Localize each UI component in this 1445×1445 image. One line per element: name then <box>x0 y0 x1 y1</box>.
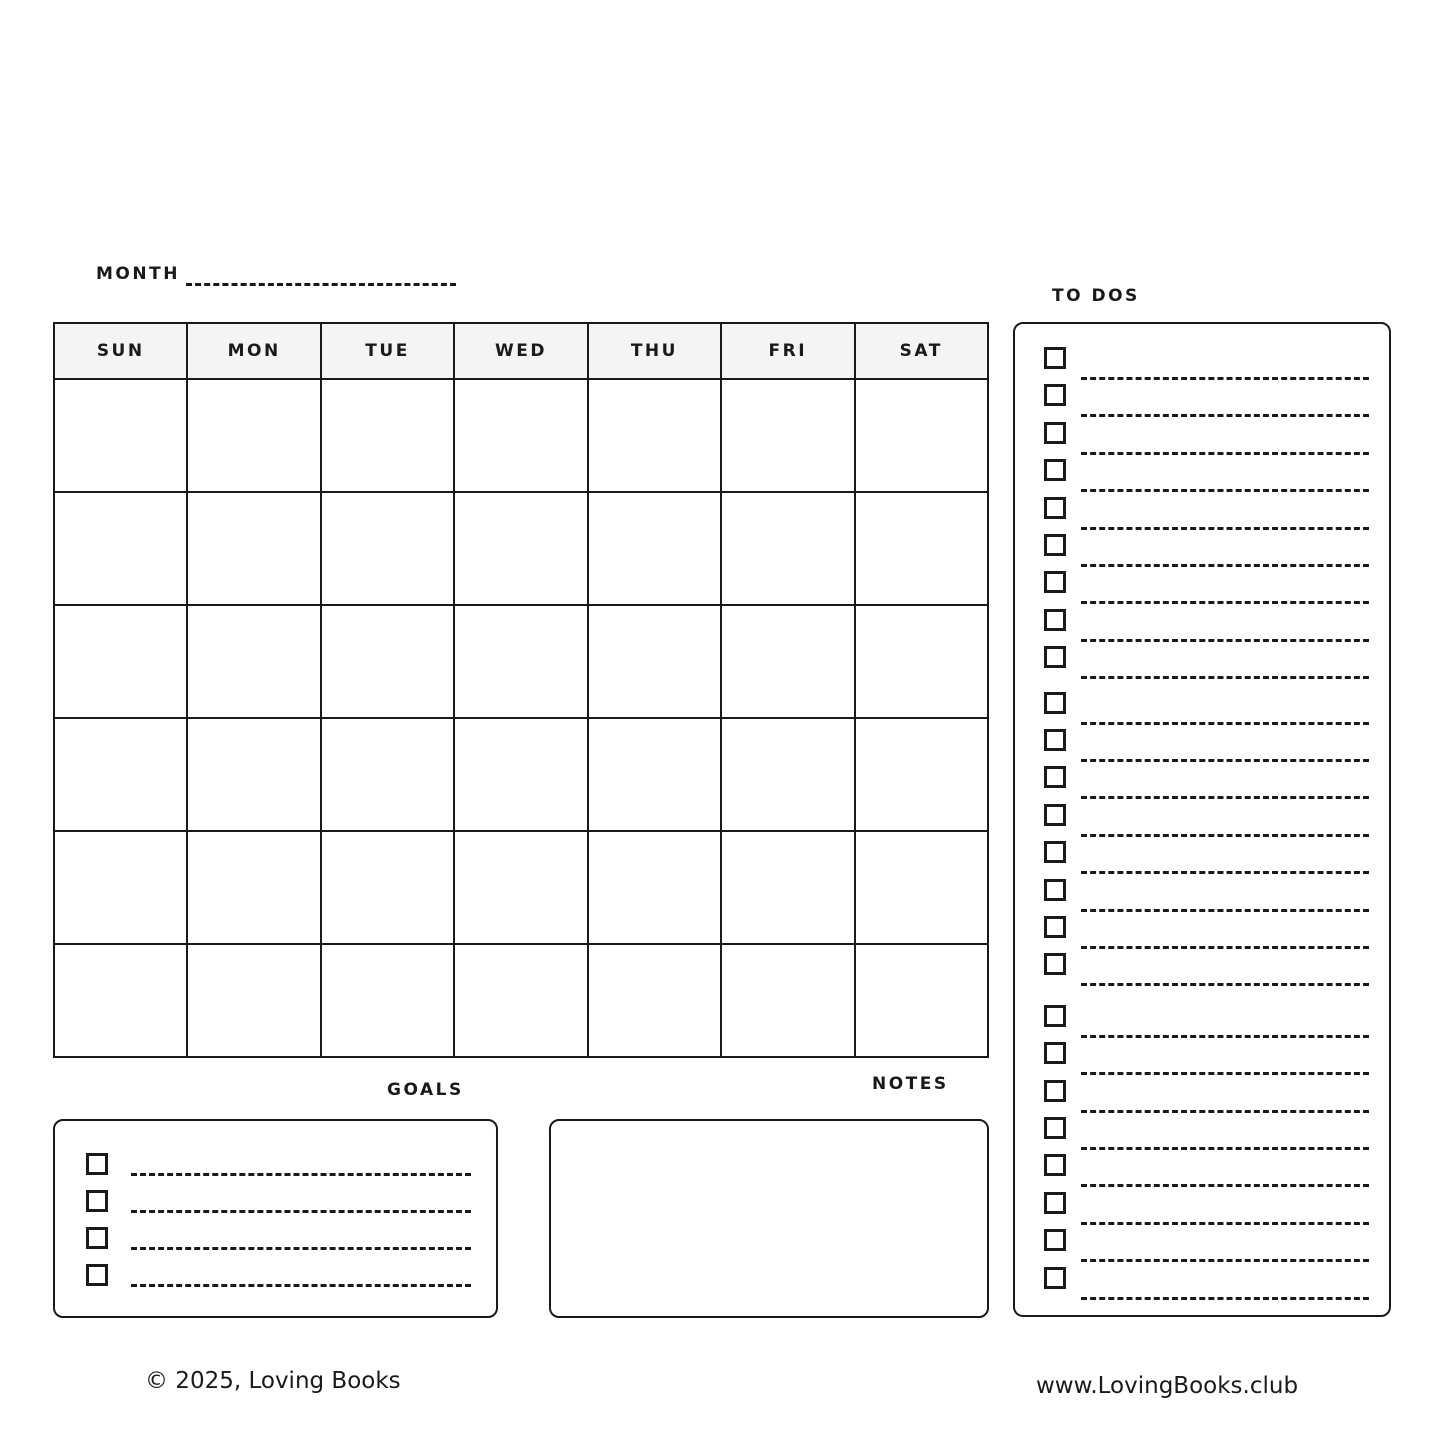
todo-checkbox[interactable] <box>1044 534 1066 556</box>
website-link[interactable]: www.LovingBooks.club <box>1036 1373 1299 1399</box>
todo-line[interactable] <box>1081 722 1369 725</box>
todo-checkbox[interactable] <box>1044 1042 1066 1064</box>
todo-line[interactable] <box>1081 1072 1369 1075</box>
goal-line[interactable] <box>131 1173 471 1176</box>
weekday-sun: SUN <box>54 323 187 379</box>
todo-line[interactable] <box>1081 1147 1369 1150</box>
day-cell[interactable] <box>855 831 988 944</box>
weekday-sat: SAT <box>855 323 988 379</box>
calendar-grid <box>53 322 989 1058</box>
todo-line[interactable] <box>1081 909 1369 912</box>
day-cell[interactable] <box>721 605 854 718</box>
day-cell[interactable] <box>454 718 587 831</box>
day-cell[interactable] <box>54 492 187 605</box>
todo-checkbox[interactable] <box>1044 609 1066 631</box>
todo-checkbox[interactable] <box>1044 1192 1066 1214</box>
todo-line[interactable] <box>1081 1297 1369 1300</box>
day-cell[interactable] <box>321 718 454 831</box>
todo-checkbox[interactable] <box>1044 459 1066 481</box>
goals-label: GOALS <box>387 1080 464 1100</box>
day-cell[interactable] <box>588 944 721 1057</box>
goal-checkbox[interactable] <box>86 1153 108 1175</box>
month-input-line[interactable] <box>186 283 456 286</box>
day-cell[interactable] <box>454 831 587 944</box>
todo-line[interactable] <box>1081 489 1369 492</box>
todo-checkbox[interactable] <box>1044 729 1066 751</box>
todo-checkbox[interactable] <box>1044 766 1066 788</box>
goal-checkbox[interactable] <box>86 1190 108 1212</box>
todo-checkbox[interactable] <box>1044 422 1066 444</box>
todo-checkbox[interactable] <box>1044 384 1066 406</box>
day-cell[interactable] <box>187 718 320 831</box>
todo-line[interactable] <box>1081 1110 1369 1113</box>
day-cell[interactable] <box>187 379 320 492</box>
todo-line[interactable] <box>1081 796 1369 799</box>
todo-line[interactable] <box>1081 1184 1369 1187</box>
week-row <box>54 831 988 944</box>
weekday-header-row <box>54 323 988 379</box>
todos-box <box>1013 322 1391 1317</box>
day-cell[interactable] <box>454 492 587 605</box>
todo-line[interactable] <box>1081 834 1369 837</box>
todo-checkbox[interactable] <box>1044 804 1066 826</box>
weekday-fri: FRI <box>721 323 854 379</box>
todo-checkbox[interactable] <box>1044 1005 1066 1027</box>
day-cell[interactable] <box>855 944 988 1057</box>
day-cell[interactable] <box>321 944 454 1057</box>
todo-checkbox[interactable] <box>1044 1154 1066 1176</box>
todo-line[interactable] <box>1081 527 1369 530</box>
day-cell[interactable] <box>588 605 721 718</box>
day-cell[interactable] <box>454 379 587 492</box>
day-cell[interactable] <box>855 605 988 718</box>
todo-line[interactable] <box>1081 946 1369 949</box>
todo-line[interactable] <box>1081 1222 1369 1225</box>
todo-checkbox[interactable] <box>1044 1229 1066 1251</box>
todo-line[interactable] <box>1081 759 1369 762</box>
day-cell[interactable] <box>855 492 988 605</box>
todo-checkbox[interactable] <box>1044 1080 1066 1102</box>
todo-line[interactable] <box>1081 1259 1369 1262</box>
todo-line[interactable] <box>1081 871 1369 874</box>
todo-checkbox[interactable] <box>1044 1267 1066 1289</box>
day-cell[interactable] <box>454 944 587 1057</box>
todo-checkbox[interactable] <box>1044 841 1066 863</box>
day-cell[interactable] <box>855 718 988 831</box>
goal-checkbox[interactable] <box>86 1264 108 1286</box>
todos-label: TO DOS <box>1052 286 1140 306</box>
copyright-text: © 2025, Loving Books <box>145 1368 401 1394</box>
todo-line[interactable] <box>1081 676 1369 679</box>
day-cell[interactable] <box>588 718 721 831</box>
todo-line[interactable] <box>1081 983 1369 986</box>
week-row <box>54 379 988 492</box>
todo-checkbox[interactable] <box>1044 1117 1066 1139</box>
todo-line[interactable] <box>1081 1035 1369 1038</box>
day-cell[interactable] <box>187 605 320 718</box>
day-cell[interactable] <box>54 831 187 944</box>
week-row <box>54 605 988 718</box>
day-cell[interactable] <box>721 944 854 1057</box>
weekday-wed: WED <box>454 323 587 379</box>
week-row <box>54 718 988 831</box>
goal-line[interactable] <box>131 1284 471 1287</box>
todo-checkbox[interactable] <box>1044 571 1066 593</box>
todo-checkbox[interactable] <box>1044 953 1066 975</box>
todo-line[interactable] <box>1081 601 1369 604</box>
day-cell[interactable] <box>454 605 587 718</box>
day-cell[interactable] <box>54 718 187 831</box>
todo-checkbox[interactable] <box>1044 497 1066 519</box>
todo-line[interactable] <box>1081 639 1369 642</box>
todo-checkbox[interactable] <box>1044 646 1066 668</box>
day-cell[interactable] <box>321 379 454 492</box>
day-cell[interactable] <box>54 605 187 718</box>
day-cell[interactable] <box>588 379 721 492</box>
day-cell[interactable] <box>321 831 454 944</box>
todo-line[interactable] <box>1081 452 1369 455</box>
goal-checkbox[interactable] <box>86 1227 108 1249</box>
weekday-thu: THU <box>588 323 721 379</box>
day-cell[interactable] <box>187 944 320 1057</box>
day-cell[interactable] <box>588 492 721 605</box>
day-cell[interactable] <box>721 831 854 944</box>
goals-box <box>53 1119 498 1318</box>
day-cell[interactable] <box>721 379 854 492</box>
todo-checkbox[interactable] <box>1044 347 1066 369</box>
day-cell[interactable] <box>187 831 320 944</box>
todo-line[interactable] <box>1081 377 1369 380</box>
todo-line[interactable] <box>1081 414 1369 417</box>
goal-line[interactable] <box>131 1210 471 1213</box>
notes-box[interactable] <box>549 1119 989 1318</box>
month-label: MONTH <box>96 264 180 284</box>
day-cell[interactable] <box>321 492 454 605</box>
weekday-tue: TUE <box>321 323 454 379</box>
goal-line[interactable] <box>131 1247 471 1250</box>
todo-checkbox[interactable] <box>1044 916 1066 938</box>
todo-checkbox[interactable] <box>1044 692 1066 714</box>
todo-checkbox[interactable] <box>1044 879 1066 901</box>
day-cell[interactable] <box>588 831 721 944</box>
day-cell[interactable] <box>187 492 320 605</box>
todo-line[interactable] <box>1081 564 1369 567</box>
notes-label: NOTES <box>872 1074 949 1094</box>
day-cell[interactable] <box>321 605 454 718</box>
day-cell[interactable] <box>721 718 854 831</box>
week-row <box>54 944 988 1057</box>
day-cell[interactable] <box>54 944 187 1057</box>
calendar-body <box>54 379 988 1057</box>
day-cell[interactable] <box>54 379 187 492</box>
week-row <box>54 492 988 605</box>
weekday-mon: MON <box>187 323 320 379</box>
day-cell[interactable] <box>721 492 854 605</box>
day-cell[interactable] <box>855 379 988 492</box>
